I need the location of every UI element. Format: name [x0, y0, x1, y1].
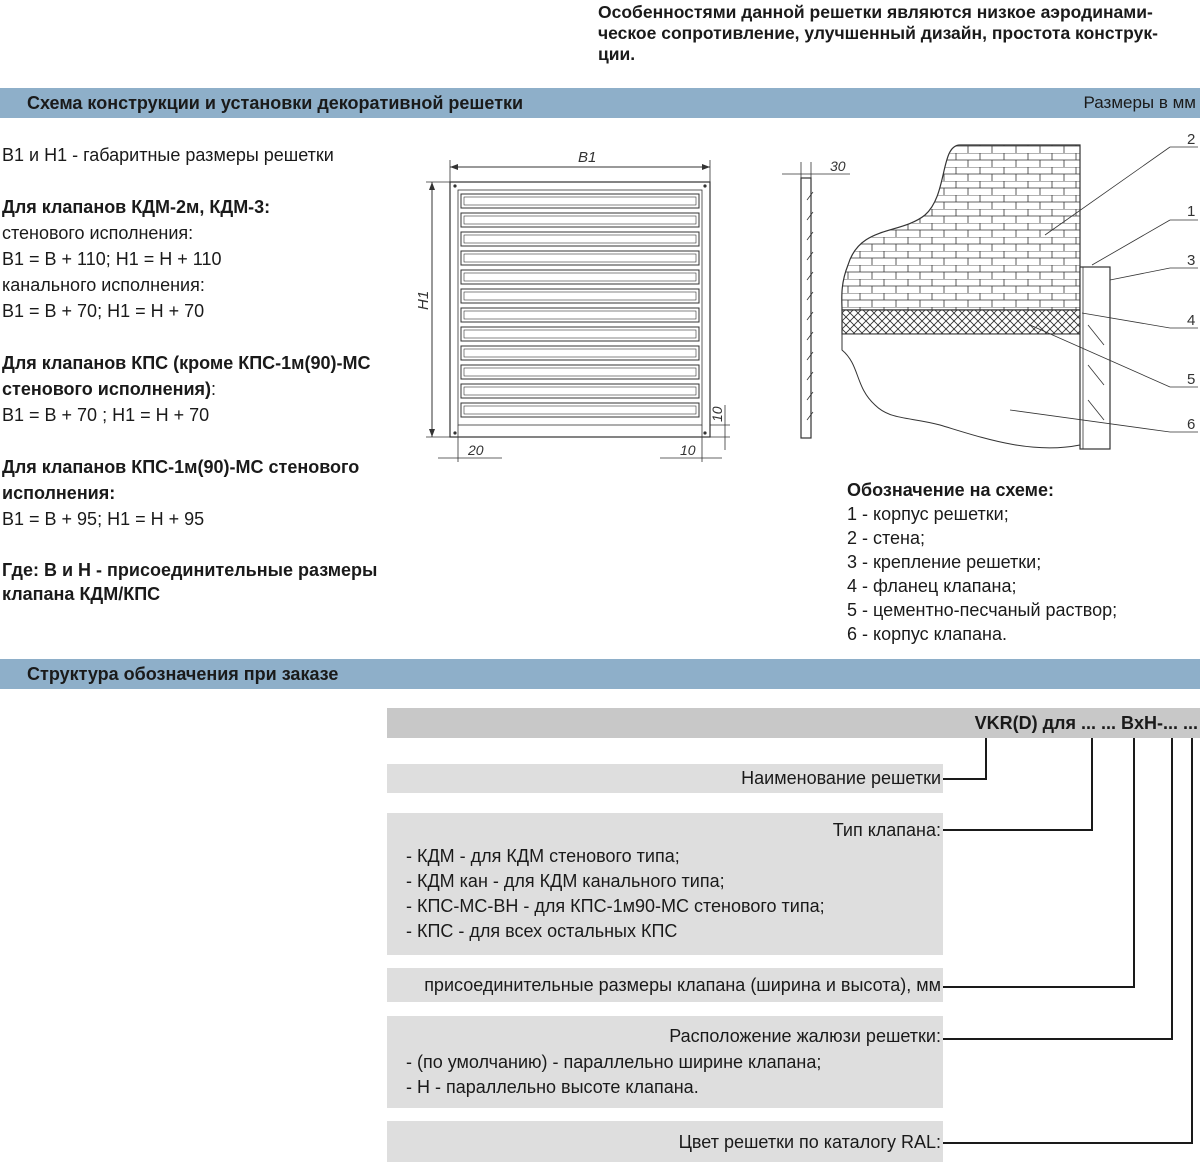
- kdm-wall-formula: B1 = B + 110; H1 = H + 110: [2, 249, 222, 269]
- dim-10-side-label: 10: [709, 406, 725, 422]
- callout-1: 1: [1187, 203, 1196, 220]
- valve-type-item: - КДМ кан - для КДМ канального типа;: [406, 871, 725, 891]
- panel-name: [387, 764, 943, 793]
- where-note-2: клапана КДМ/КПС: [2, 584, 161, 604]
- panel-valve-type: [387, 813, 943, 955]
- intro-text: [598, 2, 1198, 65]
- kps-formula: B1 = B + 70 ; H1 = H + 70: [2, 405, 210, 425]
- valve-body-shape: [842, 334, 1080, 448]
- kdm-duct-formula: B1 = B + 70; H1 = H + 70: [2, 301, 205, 321]
- section-header-order: [0, 659, 1200, 689]
- valve-type-item: - КДМ - для КДМ стенового типа;: [406, 846, 680, 866]
- kps-colon: :: [211, 379, 217, 399]
- panel-blinds: [387, 1016, 943, 1108]
- kps-heading: Для клапанов КПС (кроме КПС-1м(90)-МС: [2, 353, 371, 373]
- h1-dimension-label: H1: [415, 290, 432, 310]
- kdm-duct-label: канального исполнения:: [2, 275, 205, 295]
- order-code-bar: [387, 708, 1200, 738]
- units-label: Размеры в мм: [1083, 93, 1196, 112]
- grille-name-label: Наименование решетки: [741, 768, 941, 788]
- legend-item: 4 - фланец клапана;: [847, 576, 1017, 596]
- where-note: Где: B и H - присоединительные размеры: [2, 560, 378, 580]
- panel-size: [387, 968, 943, 1002]
- dimensions-note: B1 и H1 - габаритные размеры решетки: [2, 145, 334, 165]
- formulas-column: [2, 142, 402, 632]
- kps-heading-2: стенового исполнения): [2, 379, 212, 399]
- valve-type-title: Тип клапана:: [832, 820, 941, 840]
- intro-line: Особенностями данной решетки являются низкое аэродинами-: [598, 2, 1153, 22]
- panel-color: [387, 1121, 943, 1162]
- section-header-construction: [0, 88, 1200, 118]
- dim-10-bottom-label: 10: [680, 442, 696, 458]
- kps1m-formula: B1 = B + 95; H1 = H + 95: [2, 509, 205, 529]
- intro-line: ческое сопротивление, улучшенный дизайн, простота конструк-: [598, 23, 1158, 43]
- blinds-item: - Н - параллельно высоте клапана.: [406, 1077, 699, 1097]
- blinds-item: - (по умолчанию) - параллельно ширине клапана;: [406, 1052, 822, 1072]
- kdm-heading: Для клапанов КДМ-2м, КДМ-3:: [2, 197, 271, 217]
- blinds-title: Расположение жалюзи решетки:: [669, 1026, 941, 1046]
- dim-30-label: 30: [830, 158, 846, 174]
- grille-front-drawing: [410, 140, 850, 470]
- legend-item: 1 - корпус решетки;: [847, 504, 1009, 524]
- callout-6: 6: [1187, 416, 1196, 433]
- legend-item: 6 - корпус клапана.: [847, 624, 1007, 644]
- section-title: Структура обозначения при заказе: [27, 664, 339, 684]
- intro-line: ции.: [598, 44, 636, 64]
- valve-type-item: - КПС - для всех остальных КПС: [406, 921, 678, 941]
- wall-shape: [842, 145, 1080, 310]
- callout-2: 2: [1187, 131, 1196, 148]
- legend-title: Обозначение на схеме:: [847, 480, 1054, 500]
- valve-type-item: - КПС-МС-ВН - для КПС-1м90-МС стенового типа;: [406, 896, 825, 916]
- order-connector-lines: [940, 738, 1200, 1162]
- legend-item: 3 - крепление решетки;: [847, 552, 1042, 572]
- installation-section-drawing: [830, 125, 1200, 455]
- color-label: Цвет решетки по каталогу RAL:: [678, 1132, 941, 1152]
- b1-dimension-label: B1: [578, 149, 597, 166]
- dim-20-label: 20: [468, 442, 484, 458]
- size-label: присоединительные размеры клапана (ширина и высота), мм: [424, 975, 941, 995]
- section-title: Схема конструкции и установки декоративной решетки: [27, 93, 524, 113]
- legend-item: 5 - цементно-песчаный раствор;: [847, 600, 1118, 620]
- kdm-wall-label: стенового исполнения:: [2, 223, 194, 243]
- drawing-legend: [847, 478, 1117, 646]
- callout-5: 5: [1187, 371, 1196, 388]
- mortar-layer: [842, 310, 1080, 334]
- callout-4: 4: [1187, 312, 1196, 329]
- legend-item: 2 - стена;: [847, 528, 926, 548]
- callout-3: 3: [1187, 252, 1196, 269]
- kps1m-heading: Для клапанов КПС-1м(90)-МС стенового: [2, 457, 360, 477]
- kps1m-heading-2: исполнения:: [2, 483, 116, 503]
- order-code: VKR(D) для ... ... BxH-... ...: [974, 713, 1198, 733]
